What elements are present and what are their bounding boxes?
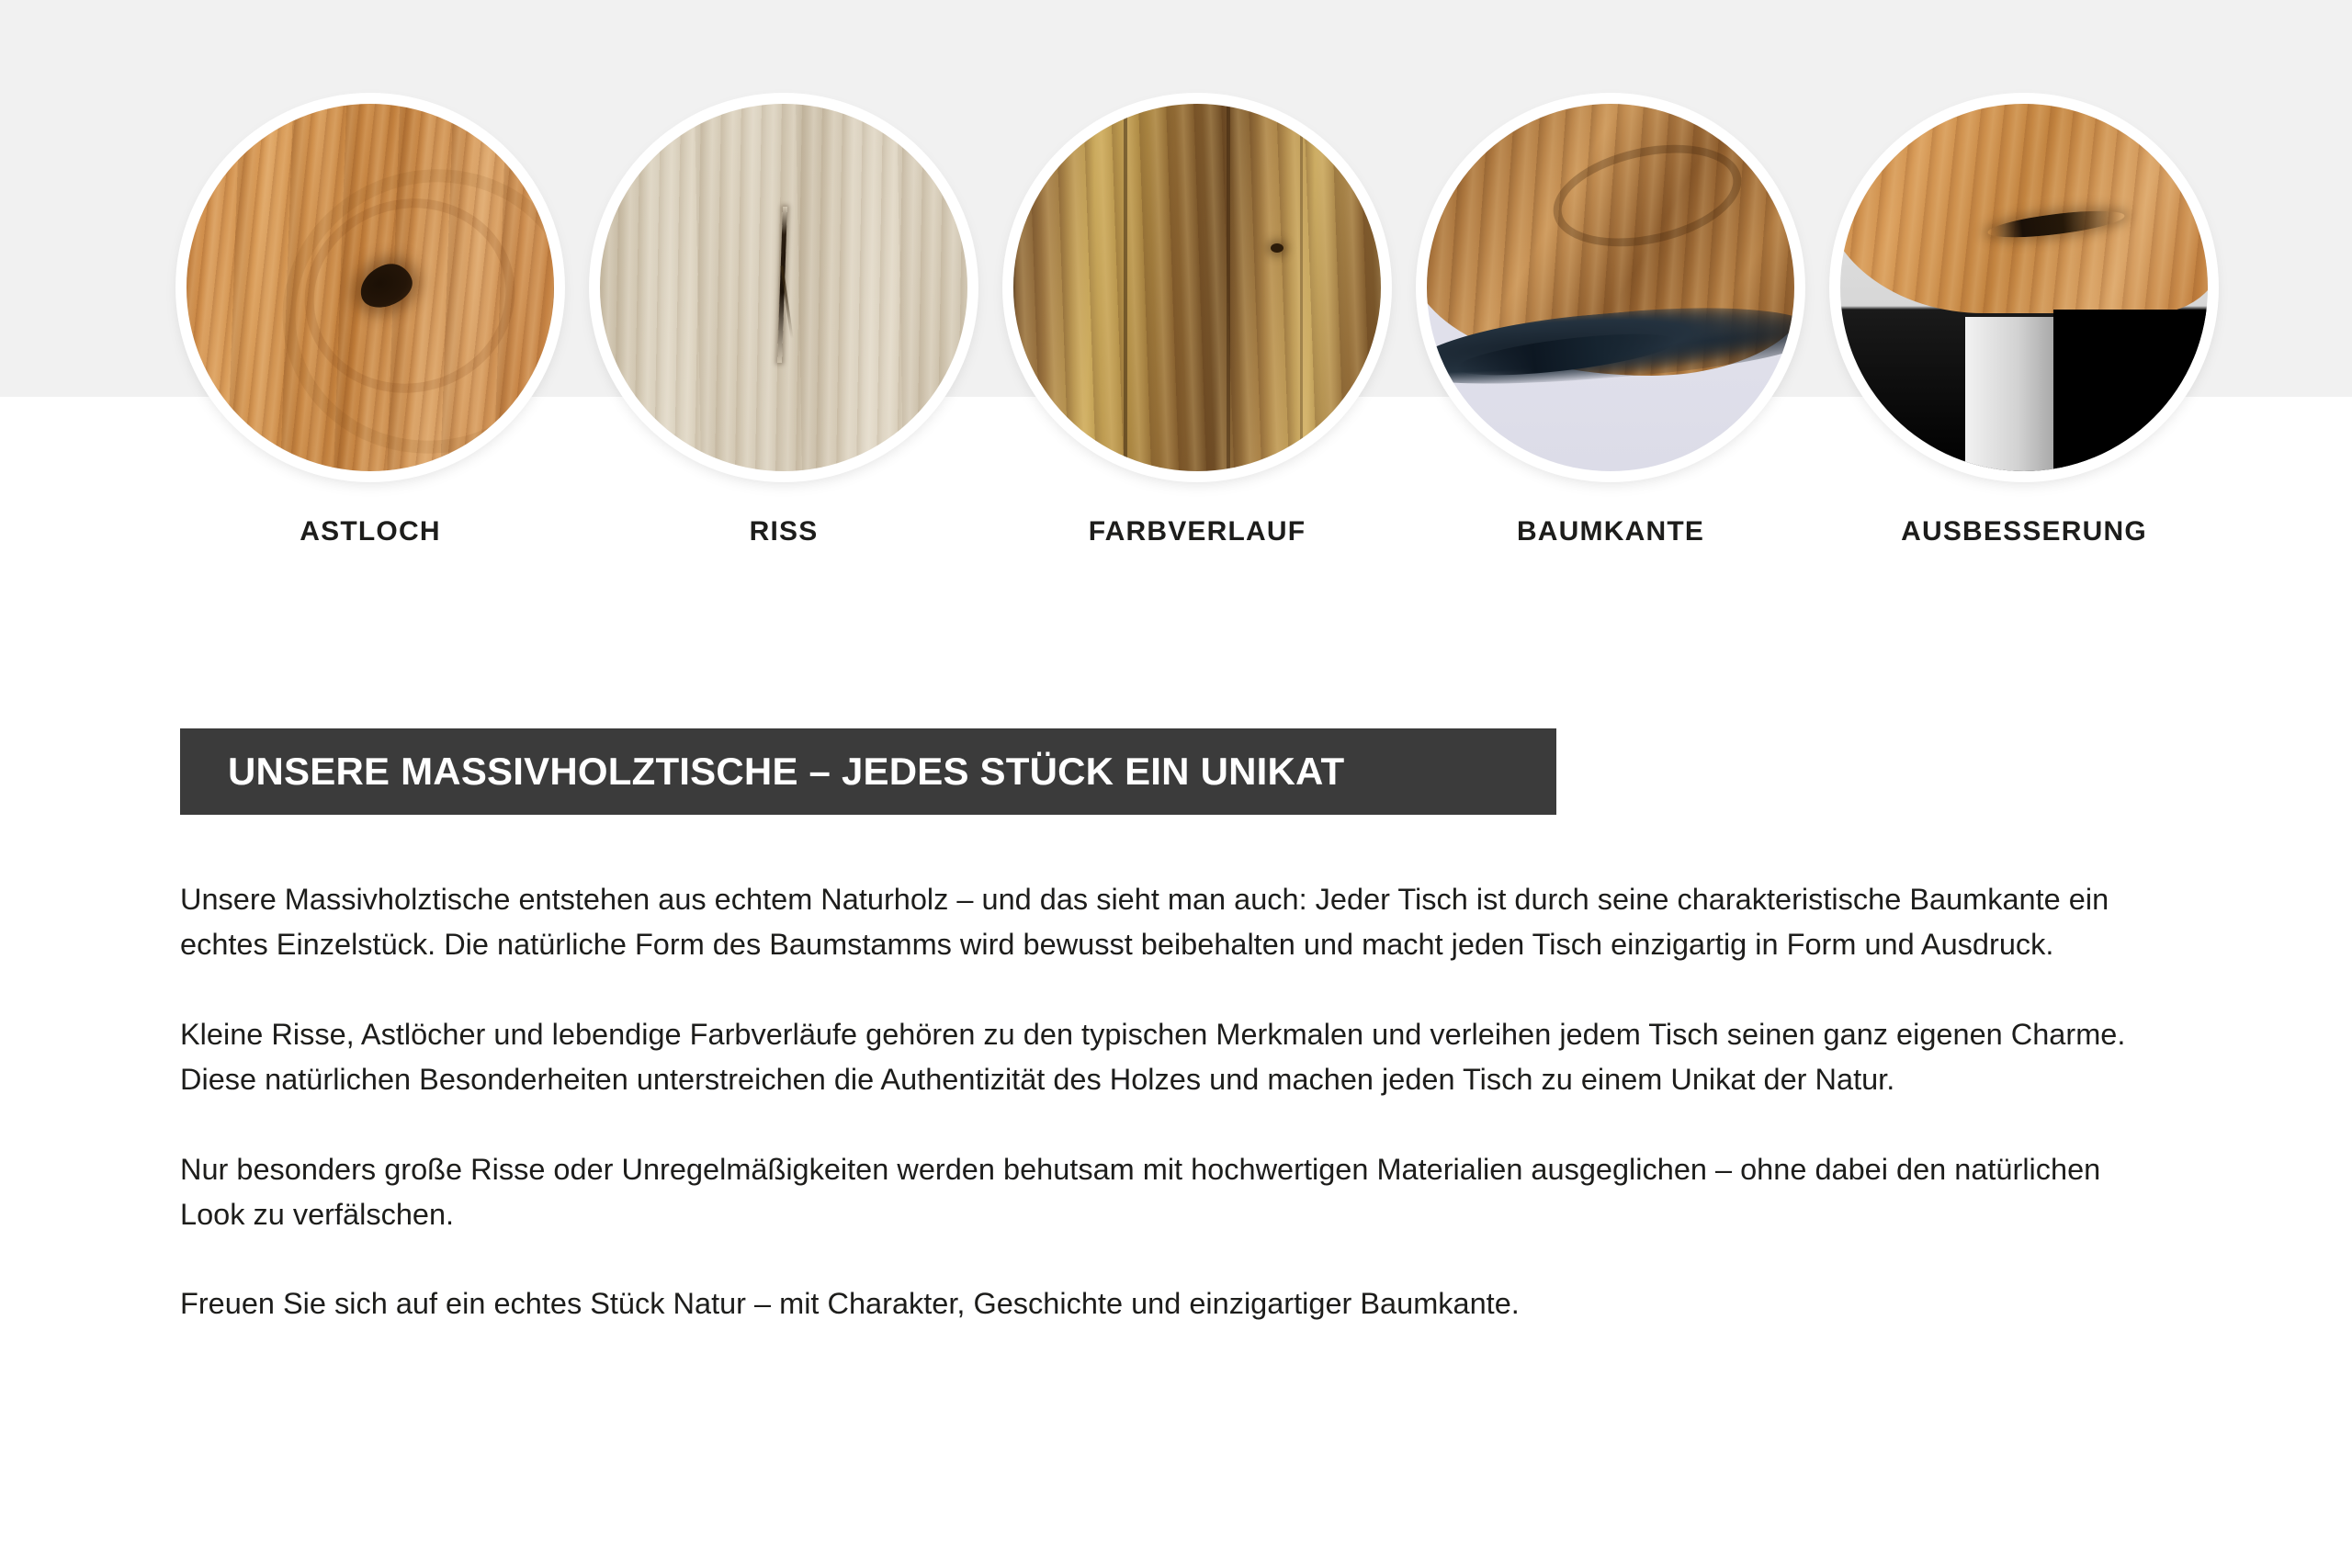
wood-colour-gradient-image (1013, 104, 1381, 471)
feature-image-frame (1834, 97, 2214, 478)
feature-caption-astloch: ASTLOCH (300, 516, 441, 547)
feature-caption-baumkante: BAUMKANTE (1516, 516, 1705, 547)
section-heading-text: UNSERE MASSIVHOLZTISCHE – JEDES STÜCK EIN UNIKAT (228, 750, 1345, 793)
live-edge-image (1427, 104, 1794, 471)
feature-image-frame (180, 97, 560, 478)
feature-caption-farbverlauf: FARBVERLAUF (1088, 516, 1306, 547)
feature-item-baumkante (1420, 97, 1801, 547)
paragraph-1: Unsere Massivholztische entstehen aus echtem Naturholz – und das sieht man auch: Jeder Tisch ist durch seine charakteristische Baumkante ein echtes Einzelstück. Die natürliche Form des Baumstamms wird bewusst beibehalten und macht jeden Tisch einzigartig in Form und Ausdruck. (180, 883, 2109, 962)
feature-circle-row (180, 97, 2192, 547)
paragraph-4: Freuen Sie sich auf ein echtes Stück Natur – mit Charakter, Geschichte und einzigartiger Baumkante. (180, 1287, 1520, 1321)
feature-image-frame (594, 97, 974, 478)
wood-knot-image (187, 104, 554, 471)
section-heading-bar (180, 728, 1556, 815)
table-corner-repair-image (1840, 104, 2208, 471)
feature-item-riss (594, 97, 974, 547)
feature-caption-ausbesserung: AUSBESSERUNG (1901, 516, 2147, 547)
feature-caption-riss: RISS (749, 516, 819, 547)
paragraph-2: Kleine Risse, Astlöcher und lebendige Farbverläufe gehören zu den typischen Merkmalen und verleihen jedem Tisch seinen ganz eigenen Charme. Diese natürlichen Besonderheiten unterstreichen die Authentizität des Holzes und machen jeden Tisch zu einem Unikat der Natur. (180, 1017, 2126, 1097)
feature-item-astloch (180, 97, 560, 547)
feature-image-frame (1007, 97, 1387, 478)
feature-item-ausbesserung (1834, 97, 2214, 547)
feature-image-frame (1420, 97, 1801, 478)
body-copy (180, 877, 2142, 1327)
wood-crack-image (600, 104, 967, 471)
paragraph-3: Nur besonders große Risse oder Unregelmäßigkeiten werden behutsam mit hochwertigen Materialien ausgeglichen – ohne dabei den natürlichen Look zu verfälschen. (180, 1152, 2101, 1231)
feature-item-farbverlauf (1007, 97, 1387, 547)
